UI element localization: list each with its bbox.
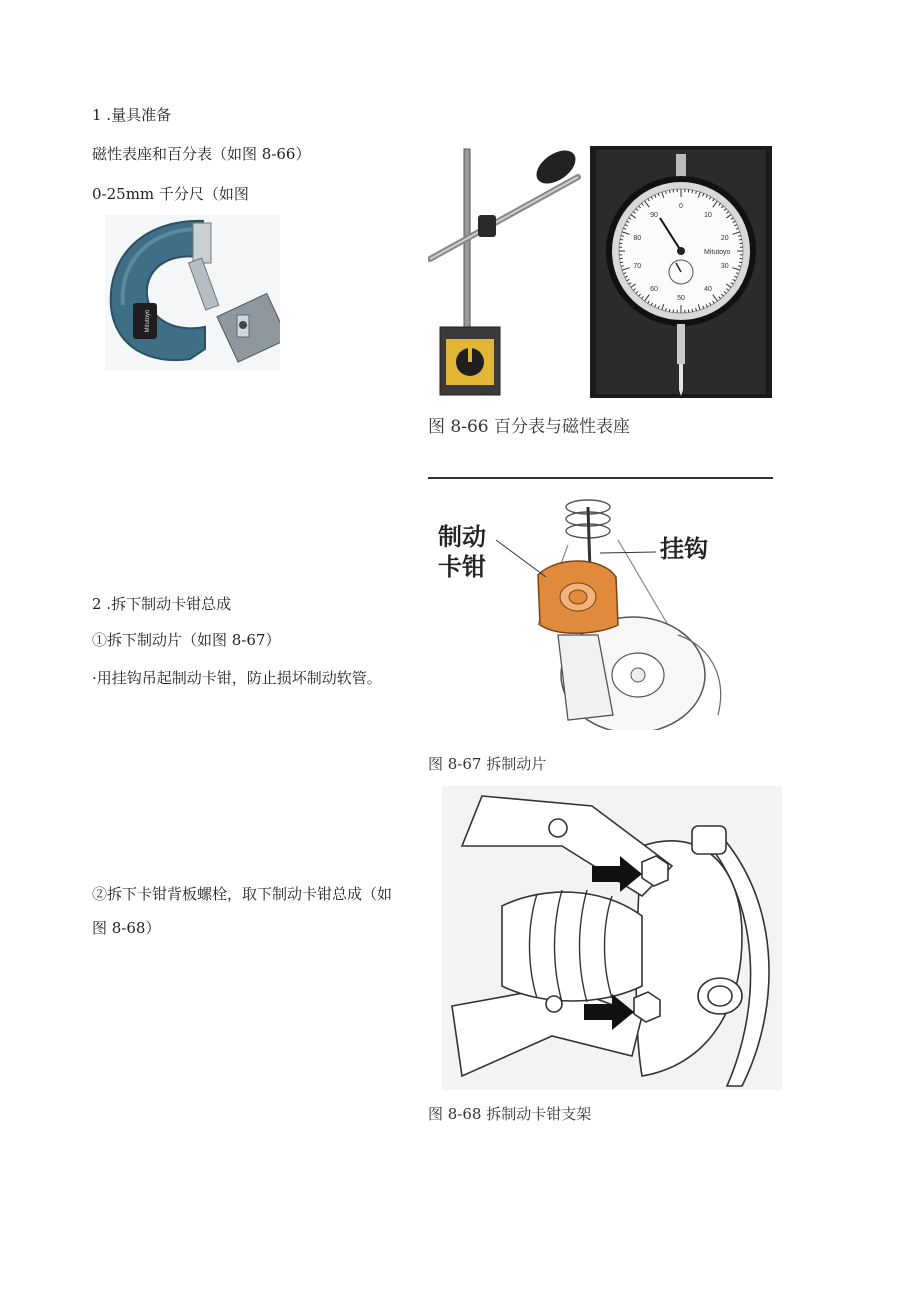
dial-number: 20: [720, 234, 729, 242]
hook-label: 挂钩: [660, 535, 708, 563]
dial-tick: [620, 262, 623, 263]
dial-tick: [669, 309, 670, 312]
section-2-step-2-line-2: 图 8-68）: [92, 919, 161, 937]
micrometer-image: [105, 215, 280, 370]
dial-number: 30: [720, 263, 729, 271]
dial-indicator-image: [590, 146, 772, 398]
dial-number: 40: [704, 286, 712, 294]
figure-8-66-caption: 图 8-66 百分表与磁性表座: [428, 417, 630, 437]
dial-number: 50: [677, 295, 685, 302]
section-1-heading: 1 .量具准备: [92, 106, 172, 124]
caliper-label-line-1: 制动: [438, 523, 486, 551]
micrometer-brand-text: Mitutoyo: [145, 309, 151, 333]
section-2-step-2-line-1: ②拆下卡钳背板螺栓，取下制动卡钳总成（如: [92, 885, 393, 903]
dial-number: 90: [650, 211, 658, 219]
dial-tick: [739, 262, 742, 263]
magnetic-stand-image: [428, 147, 586, 397]
dial-tick: [620, 239, 623, 240]
dial-brand-text: Mitutoyo: [704, 249, 731, 256]
dial-number: 0: [679, 203, 683, 210]
dial-tick: [692, 190, 693, 193]
caliper-bracket-bolts-illustration: [442, 786, 782, 1090]
section-2-heading: 2 .拆下制动卡钳总成: [92, 595, 232, 613]
figure-8-67-caption: 图 8-67 拆制动片: [428, 755, 547, 773]
dial-tick: [669, 190, 670, 193]
section-1-line-dial-gauge: 磁性表座和百分表（如图 8-66）: [92, 145, 311, 163]
figure-divider: [428, 477, 773, 479]
section-1-line-micrometer: 0-25mm 千分尺（如图: [92, 185, 249, 203]
section-2-step-1: ①拆下制动片（如图 8-67）: [92, 631, 281, 649]
dial-tick: [739, 239, 742, 240]
dial-number: 10: [704, 211, 712, 219]
figure-8-68-caption: 图 8-68 拆制动卡钳支架: [428, 1105, 592, 1123]
dial-number: 80: [633, 234, 642, 242]
section-2-bullet: ·用挂钩吊起制动卡钳，防止损坏制动软管。: [92, 669, 382, 687]
dial-number: 70: [633, 263, 642, 271]
brake-caliper-hook-illustration: [428, 485, 773, 730]
caliper-label-line-2: 卡钳: [438, 553, 486, 581]
dial-number: 60: [650, 286, 658, 294]
dial-tick: [692, 309, 693, 312]
